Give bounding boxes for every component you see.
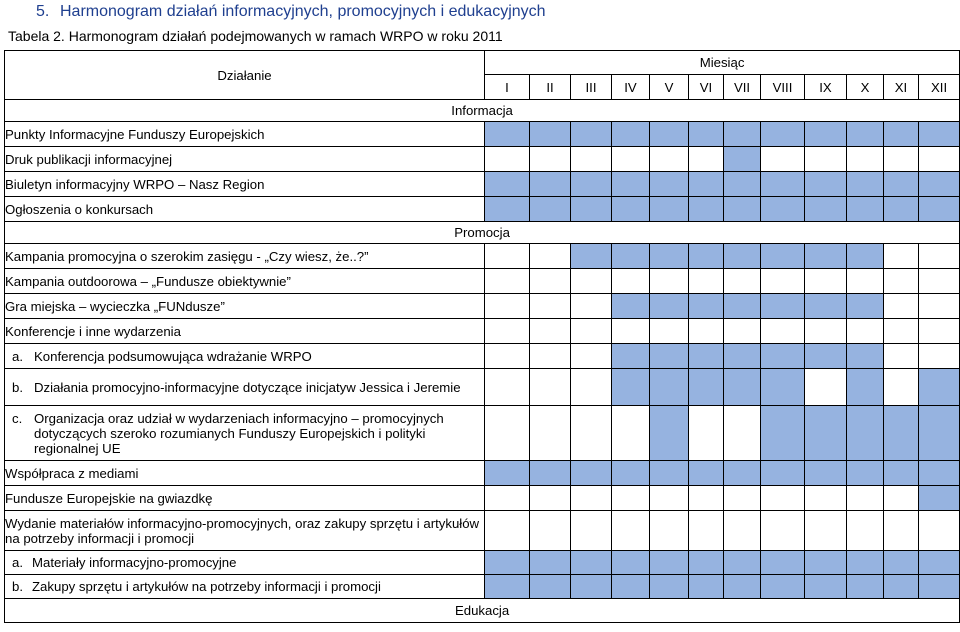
scheduled-month-cell bbox=[805, 344, 847, 369]
scheduled-month-cell bbox=[689, 461, 724, 486]
empty-month-cell bbox=[650, 269, 689, 294]
action-label-cell bbox=[5, 244, 485, 269]
schedule-table bbox=[4, 50, 960, 623]
empty-month-cell bbox=[530, 244, 571, 269]
scheduled-month-cell bbox=[650, 344, 689, 369]
scheduled-month-cell bbox=[612, 122, 650, 147]
scheduled-month-cell bbox=[689, 294, 724, 319]
scheduled-month-cell bbox=[724, 147, 761, 172]
scheduled-month-cell bbox=[612, 369, 650, 406]
empty-month-cell bbox=[571, 147, 612, 172]
scheduled-month-cell bbox=[612, 551, 650, 575]
empty-month-cell bbox=[485, 244, 530, 269]
empty-month-cell bbox=[612, 147, 650, 172]
table-row bbox=[5, 269, 960, 294]
scheduled-month-cell bbox=[884, 172, 919, 197]
action-label-cell bbox=[5, 575, 485, 599]
action-label: Fundusze Europejskie na gwiazdkę bbox=[5, 490, 213, 506]
empty-month-cell bbox=[805, 486, 847, 511]
empty-month-cell bbox=[847, 511, 884, 551]
empty-month-cell bbox=[689, 486, 724, 511]
action-label: Działania promocyjno-informacyjne dotyczące inicjatyw Jessica i Jeremie bbox=[34, 379, 461, 395]
scheduled-month-cell bbox=[761, 369, 805, 406]
empty-month-cell bbox=[571, 486, 612, 511]
action-label-cell bbox=[5, 461, 485, 486]
empty-month-cell bbox=[884, 369, 919, 406]
month-header: XII bbox=[919, 75, 960, 100]
table-caption: Tabela 2. Harmonogram działań podejmowanych w ramach WRPO w roku 2011 bbox=[8, 28, 503, 44]
month-header: IV bbox=[612, 75, 650, 100]
action-label-cell bbox=[5, 511, 485, 551]
empty-month-cell bbox=[485, 511, 530, 551]
empty-month-cell bbox=[485, 319, 530, 344]
empty-month-cell bbox=[805, 511, 847, 551]
scheduled-month-cell bbox=[689, 369, 724, 406]
scheduled-month-cell bbox=[919, 486, 960, 511]
empty-month-cell bbox=[530, 406, 571, 461]
action-label: Konferencje i inne wydarzenia bbox=[5, 323, 181, 339]
empty-month-cell bbox=[805, 269, 847, 294]
empty-month-cell bbox=[761, 269, 805, 294]
scheduled-month-cell bbox=[884, 551, 919, 575]
empty-month-cell bbox=[805, 319, 847, 344]
empty-month-cell bbox=[847, 269, 884, 294]
empty-month-cell bbox=[571, 269, 612, 294]
empty-month-cell bbox=[761, 511, 805, 551]
table-row bbox=[5, 575, 960, 599]
scheduled-month-cell bbox=[724, 172, 761, 197]
item-marker: b. bbox=[12, 579, 23, 594]
scheduled-month-cell bbox=[761, 197, 805, 222]
month-header: VI bbox=[689, 75, 724, 100]
empty-month-cell bbox=[485, 147, 530, 172]
action-label: Punkty Informacyjne Funduszy Europejskich bbox=[5, 126, 265, 142]
scheduled-month-cell bbox=[724, 244, 761, 269]
action-label-cell bbox=[5, 486, 485, 511]
scheduled-month-cell bbox=[650, 551, 689, 575]
scheduled-month-cell bbox=[761, 575, 805, 599]
empty-month-cell bbox=[805, 369, 847, 406]
empty-month-cell bbox=[530, 369, 571, 406]
scheduled-month-cell bbox=[485, 551, 530, 575]
scheduled-month-cell bbox=[724, 575, 761, 599]
scheduled-month-cell bbox=[919, 369, 960, 406]
scheduled-month-cell bbox=[761, 294, 805, 319]
month-header: IX bbox=[805, 75, 847, 100]
scheduled-month-cell bbox=[919, 461, 960, 486]
scheduled-month-cell bbox=[847, 575, 884, 599]
empty-month-cell bbox=[847, 319, 884, 344]
scheduled-month-cell bbox=[650, 172, 689, 197]
section-cell bbox=[5, 100, 960, 122]
scheduled-month-cell bbox=[805, 294, 847, 319]
table-row bbox=[5, 369, 960, 406]
scheduled-month-cell bbox=[689, 122, 724, 147]
empty-month-cell bbox=[805, 147, 847, 172]
scheduled-month-cell bbox=[805, 197, 847, 222]
section-row bbox=[5, 100, 960, 122]
scheduled-month-cell bbox=[612, 344, 650, 369]
empty-month-cell bbox=[650, 511, 689, 551]
scheduled-month-cell bbox=[485, 575, 530, 599]
empty-month-cell bbox=[530, 319, 571, 344]
empty-month-cell bbox=[919, 344, 960, 369]
scheduled-month-cell bbox=[805, 406, 847, 461]
empty-month-cell bbox=[724, 486, 761, 511]
scheduled-month-cell bbox=[530, 197, 571, 222]
scheduled-month-cell bbox=[761, 122, 805, 147]
empty-month-cell bbox=[847, 147, 884, 172]
scheduled-month-cell bbox=[847, 294, 884, 319]
scheduled-month-cell bbox=[884, 406, 919, 461]
empty-month-cell bbox=[612, 319, 650, 344]
month-header: XI bbox=[884, 75, 919, 100]
scheduled-month-cell bbox=[485, 197, 530, 222]
month-header: V bbox=[650, 75, 689, 100]
scheduled-month-cell bbox=[689, 575, 724, 599]
scheduled-month-cell bbox=[485, 172, 530, 197]
scheduled-month-cell bbox=[612, 172, 650, 197]
action-label: Zakupy sprzętu i artykułów na potrzeby informacji i promocji bbox=[32, 579, 381, 594]
action-label-cell bbox=[5, 319, 485, 344]
table-row bbox=[5, 147, 960, 172]
table-row bbox=[5, 406, 960, 461]
action-label-cell bbox=[5, 369, 485, 406]
scheduled-month-cell bbox=[724, 294, 761, 319]
empty-month-cell bbox=[919, 319, 960, 344]
month-header: VIII bbox=[761, 75, 805, 100]
empty-month-cell bbox=[761, 319, 805, 344]
scheduled-month-cell bbox=[650, 369, 689, 406]
empty-month-cell bbox=[884, 269, 919, 294]
empty-month-cell bbox=[884, 294, 919, 319]
scheduled-month-cell bbox=[847, 172, 884, 197]
table-row bbox=[5, 122, 960, 147]
empty-month-cell bbox=[485, 269, 530, 294]
empty-month-cell bbox=[919, 147, 960, 172]
scheduled-month-cell bbox=[724, 197, 761, 222]
empty-month-cell bbox=[724, 319, 761, 344]
scheduled-month-cell bbox=[612, 244, 650, 269]
action-column-header: Działanie bbox=[5, 51, 485, 100]
empty-month-cell bbox=[650, 147, 689, 172]
table-row bbox=[5, 461, 960, 486]
empty-month-cell bbox=[485, 344, 530, 369]
empty-month-cell bbox=[919, 269, 960, 294]
scheduled-month-cell bbox=[650, 461, 689, 486]
scheduled-month-cell bbox=[761, 172, 805, 197]
scheduled-month-cell bbox=[530, 122, 571, 147]
scheduled-month-cell bbox=[847, 406, 884, 461]
table-row bbox=[5, 294, 960, 319]
scheduled-month-cell bbox=[761, 406, 805, 461]
section-cell bbox=[5, 222, 960, 244]
scheduled-month-cell bbox=[612, 294, 650, 319]
action-label: Organizacja oraz udział w wydarzeniach informacyjno – promocyjnych dotyczących szeroko rozumianych Funduszy Europejskich i polityki regionalnej UE bbox=[34, 410, 444, 456]
empty-month-cell bbox=[724, 269, 761, 294]
scheduled-month-cell bbox=[724, 122, 761, 147]
scheduled-month-cell bbox=[805, 172, 847, 197]
section-number: 5. bbox=[36, 3, 50, 20]
table-row bbox=[5, 551, 960, 575]
scheduled-month-cell bbox=[761, 461, 805, 486]
scheduled-month-cell bbox=[530, 172, 571, 197]
item-marker: b. bbox=[12, 379, 23, 395]
month-header: III bbox=[571, 75, 612, 100]
month-header: II bbox=[530, 75, 571, 100]
action-label-cell bbox=[5, 172, 485, 197]
empty-month-cell bbox=[571, 344, 612, 369]
section-row bbox=[5, 222, 960, 244]
empty-month-cell bbox=[689, 269, 724, 294]
empty-month-cell bbox=[919, 244, 960, 269]
month-header: VII bbox=[724, 75, 761, 100]
scheduled-month-cell bbox=[689, 197, 724, 222]
scheduled-month-cell bbox=[805, 461, 847, 486]
empty-month-cell bbox=[571, 511, 612, 551]
action-label-cell bbox=[5, 269, 485, 294]
empty-month-cell bbox=[884, 486, 919, 511]
month-group-header: Miesiąc bbox=[485, 51, 960, 75]
action-label: Konferencja podsumowująca wdrażanie WRPO bbox=[34, 348, 312, 364]
month-header: X bbox=[847, 75, 884, 100]
section-heading bbox=[36, 3, 546, 21]
scheduled-month-cell bbox=[847, 369, 884, 406]
action-label-cell bbox=[5, 122, 485, 147]
empty-month-cell bbox=[884, 319, 919, 344]
scheduled-month-cell bbox=[612, 197, 650, 222]
empty-month-cell bbox=[485, 406, 530, 461]
scheduled-month-cell bbox=[530, 575, 571, 599]
scheduled-month-cell bbox=[884, 122, 919, 147]
scheduled-month-cell bbox=[805, 551, 847, 575]
empty-month-cell bbox=[571, 406, 612, 461]
month-header: I bbox=[485, 75, 530, 100]
section-label: Promocja bbox=[454, 225, 510, 240]
empty-month-cell bbox=[761, 147, 805, 172]
table-row bbox=[5, 244, 960, 269]
action-label: Gra miejska – wycieczka „FUNdusze” bbox=[5, 298, 225, 314]
action-label: Biuletyn informacyjny WRPO – Nasz Region bbox=[5, 176, 265, 192]
action-label: Druk publikacji informacyjnej bbox=[5, 151, 173, 167]
empty-month-cell bbox=[612, 511, 650, 551]
scheduled-month-cell bbox=[919, 406, 960, 461]
action-label-cell bbox=[5, 551, 485, 575]
empty-month-cell bbox=[847, 486, 884, 511]
scheduled-month-cell bbox=[689, 551, 724, 575]
action-label: Kampania promocyjna o szerokim zasięgu - „Czy wiesz, że..?” bbox=[5, 248, 369, 264]
scheduled-month-cell bbox=[919, 551, 960, 575]
empty-month-cell bbox=[689, 319, 724, 344]
scheduled-month-cell bbox=[724, 369, 761, 406]
empty-month-cell bbox=[530, 486, 571, 511]
item-marker: c. bbox=[12, 410, 23, 426]
empty-month-cell bbox=[530, 344, 571, 369]
scheduled-month-cell bbox=[847, 344, 884, 369]
action-label: Materiały informacyjno-promocyjne bbox=[32, 555, 237, 570]
table-row bbox=[5, 511, 960, 551]
action-label: Wydanie materiałów informacyjno-promocyjnych, oraz zakupy sprzętu i artykułów na potrzeby informacji i promocji bbox=[5, 515, 480, 546]
section-label: Informacja bbox=[451, 103, 513, 118]
scheduled-month-cell bbox=[571, 575, 612, 599]
empty-month-cell bbox=[689, 147, 724, 172]
empty-month-cell bbox=[571, 294, 612, 319]
scheduled-month-cell bbox=[650, 575, 689, 599]
empty-month-cell bbox=[650, 486, 689, 511]
scheduled-month-cell bbox=[919, 197, 960, 222]
scheduled-month-cell bbox=[847, 244, 884, 269]
scheduled-month-cell bbox=[571, 197, 612, 222]
scheduled-month-cell bbox=[724, 461, 761, 486]
action-label-cell bbox=[5, 406, 485, 461]
section-title: Harmonogram działań informacyjnych, promocyjnych i edukacyjnych bbox=[60, 3, 546, 20]
scheduled-month-cell bbox=[571, 122, 612, 147]
empty-month-cell bbox=[884, 511, 919, 551]
table-row bbox=[5, 486, 960, 511]
empty-month-cell bbox=[761, 486, 805, 511]
empty-month-cell bbox=[530, 511, 571, 551]
scheduled-month-cell bbox=[689, 172, 724, 197]
scheduled-month-cell bbox=[884, 461, 919, 486]
empty-month-cell bbox=[919, 294, 960, 319]
empty-month-cell bbox=[919, 511, 960, 551]
empty-month-cell bbox=[689, 511, 724, 551]
scheduled-month-cell bbox=[485, 122, 530, 147]
empty-month-cell bbox=[530, 269, 571, 294]
scheduled-month-cell bbox=[884, 197, 919, 222]
section-label: Edukacja bbox=[454, 603, 510, 618]
table-row bbox=[5, 197, 960, 222]
empty-month-cell bbox=[530, 147, 571, 172]
scheduled-month-cell bbox=[530, 461, 571, 486]
table-row bbox=[5, 319, 960, 344]
scheduled-month-cell bbox=[919, 575, 960, 599]
scheduled-month-cell bbox=[919, 172, 960, 197]
scheduled-month-cell bbox=[650, 294, 689, 319]
scheduled-month-cell bbox=[805, 122, 847, 147]
item-marker: a. bbox=[12, 348, 23, 364]
table-row bbox=[5, 344, 960, 369]
scheduled-month-cell bbox=[571, 551, 612, 575]
empty-month-cell bbox=[612, 486, 650, 511]
scheduled-month-cell bbox=[884, 575, 919, 599]
scheduled-month-cell bbox=[724, 344, 761, 369]
action-label-cell bbox=[5, 294, 485, 319]
scheduled-month-cell bbox=[847, 122, 884, 147]
scheduled-month-cell bbox=[761, 551, 805, 575]
action-label: Kampania outdoorowa – „Fundusze obiektywnie” bbox=[5, 273, 291, 289]
empty-month-cell bbox=[724, 511, 761, 551]
scheduled-month-cell bbox=[612, 575, 650, 599]
empty-month-cell bbox=[485, 486, 530, 511]
empty-month-cell bbox=[485, 294, 530, 319]
scheduled-month-cell bbox=[847, 461, 884, 486]
scheduled-month-cell bbox=[805, 244, 847, 269]
action-label: Ogłoszenia o konkursach bbox=[5, 201, 154, 217]
scheduled-month-cell bbox=[530, 551, 571, 575]
scheduled-month-cell bbox=[650, 122, 689, 147]
empty-month-cell bbox=[485, 369, 530, 406]
action-label: Współpraca z mediami bbox=[5, 465, 139, 481]
scheduled-month-cell bbox=[761, 344, 805, 369]
empty-month-cell bbox=[650, 319, 689, 344]
scheduled-month-cell bbox=[571, 244, 612, 269]
scheduled-month-cell bbox=[650, 197, 689, 222]
scheduled-month-cell bbox=[689, 344, 724, 369]
action-label-cell bbox=[5, 197, 485, 222]
item-marker: a. bbox=[12, 555, 23, 570]
empty-month-cell bbox=[724, 406, 761, 461]
section-row bbox=[5, 599, 960, 623]
scheduled-month-cell bbox=[571, 461, 612, 486]
scheduled-month-cell bbox=[485, 461, 530, 486]
scheduled-month-cell bbox=[805, 575, 847, 599]
scheduled-month-cell bbox=[724, 551, 761, 575]
empty-month-cell bbox=[689, 406, 724, 461]
section-cell bbox=[5, 599, 960, 623]
scheduled-month-cell bbox=[650, 406, 689, 461]
scheduled-month-cell bbox=[761, 244, 805, 269]
scheduled-month-cell bbox=[847, 197, 884, 222]
scheduled-month-cell bbox=[650, 244, 689, 269]
scheduled-month-cell bbox=[919, 122, 960, 147]
empty-month-cell bbox=[612, 406, 650, 461]
empty-month-cell bbox=[571, 319, 612, 344]
scheduled-month-cell bbox=[612, 461, 650, 486]
empty-month-cell bbox=[530, 294, 571, 319]
empty-month-cell bbox=[612, 269, 650, 294]
scheduled-month-cell bbox=[847, 551, 884, 575]
empty-month-cell bbox=[884, 244, 919, 269]
action-label-cell bbox=[5, 147, 485, 172]
action-label-cell bbox=[5, 344, 485, 369]
table-row bbox=[5, 172, 960, 197]
empty-month-cell bbox=[884, 147, 919, 172]
scheduled-month-cell bbox=[689, 244, 724, 269]
scheduled-month-cell bbox=[571, 172, 612, 197]
empty-month-cell bbox=[571, 369, 612, 406]
empty-month-cell bbox=[884, 344, 919, 369]
